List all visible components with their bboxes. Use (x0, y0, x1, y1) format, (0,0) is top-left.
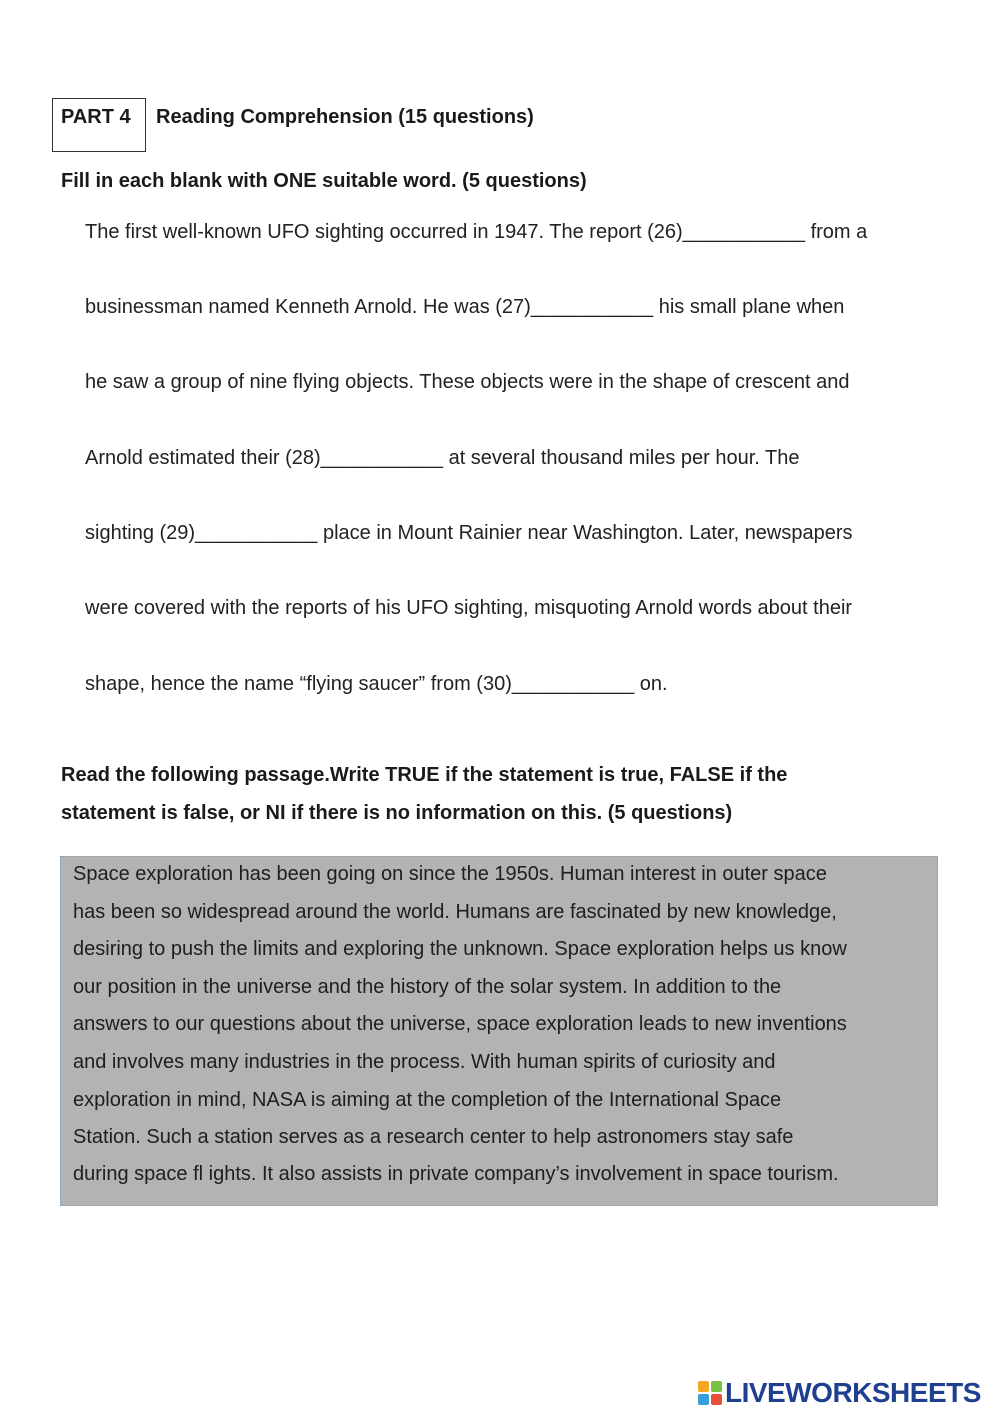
part-label: PART 4 (61, 106, 131, 128)
cloze-line: Arnold estimated their (28)___________ at several thousand miles per hour. The (85, 447, 800, 469)
logo-square-icon (711, 1394, 722, 1405)
passage-line: exploration in mind, NASA is aiming at the completion of the International Space (73, 1089, 782, 1111)
cloze-line: The first well-known UFO sighting occurred in 1947. The report (26)___________ from a (85, 221, 868, 243)
reading-passage-box (60, 856, 938, 1206)
fill-blank-instruction: Fill in each blank with ONE suitable word. (5 questions) (61, 170, 587, 192)
cloze-line: shape, hence the name “flying saucer” from (30)___________ on. (85, 673, 668, 695)
passage-line: has been so widespread around the world. Humans are fascinated by new knowledge, (73, 901, 837, 923)
true-false-instruction-line2: statement is false, or NI if there is no information on this. (5 questions) (61, 802, 733, 824)
passage-line: our position in the universe and the history of the solar system. In addition to the (73, 976, 782, 998)
passage-line: answers to our questions about the universe, space exploration leads to new inventions (73, 1013, 847, 1035)
cloze-line: businessman named Kenneth Arnold. He was (27)___________ his small plane when (85, 296, 845, 318)
passage-line: Station. Such a station serves as a research center to help astronomers stay safe (73, 1126, 794, 1148)
cloze-line: he saw a group of nine flying objects. These objects were in the shape of crescent and (85, 371, 850, 393)
part-title: Reading Comprehension (15 questions) (156, 106, 534, 128)
logo-square-icon (711, 1381, 722, 1392)
liveworksheets-logo (698, 1376, 981, 1410)
logo-square-icon (698, 1381, 709, 1392)
passage-line: Space exploration has been going on since the 1950s. Human interest in outer space (73, 863, 827, 885)
logo-text: LIVEWORKSHEETS (725, 1377, 981, 1408)
logo-square-icon (698, 1394, 709, 1405)
cloze-line: sighting (29)___________ place in Mount Rainier near Washington. Later, newspapers (85, 522, 853, 544)
passage-line: desiring to push the limits and exploring the unknown. Space exploration helps us know (73, 938, 847, 960)
liveworksheets-logo-icon (698, 1381, 722, 1405)
cloze-line: were covered with the reports of his UFO sighting, misquoting Arnold words about their (85, 597, 853, 619)
true-false-instruction-line1: Read the following passage.Write TRUE if the statement is true, FALSE if the (61, 764, 788, 786)
passage-line: and involves many industries in the process. With human spirits of curiosity and (73, 1051, 776, 1073)
passage-line: during space fl ights. It also assists in private company’s involvement in space tourism. (73, 1163, 839, 1185)
